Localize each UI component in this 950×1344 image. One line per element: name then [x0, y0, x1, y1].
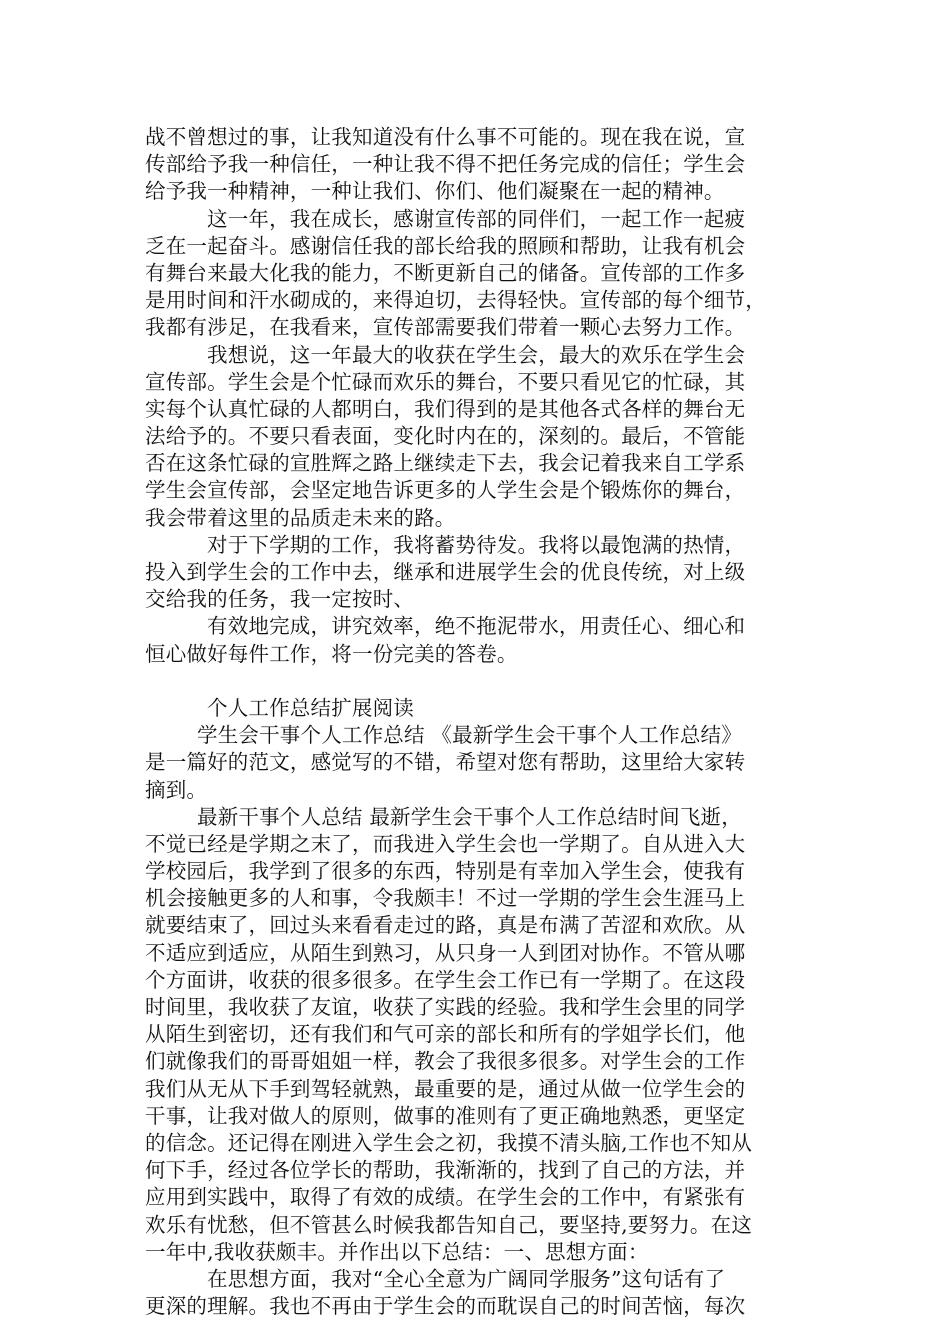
- text-line: 机会接触更多的人和事，令我颇丰！不过一学期的学生会生涯马上: [145, 886, 746, 911]
- text-line: 更深的理解。我也不再由于学生会的而耽误自己的时间苦恼，每次: [145, 1294, 746, 1319]
- paragraph-first-line: 学生会干事个人工作总结 《最新学生会干事个人工作总结》: [197, 723, 742, 748]
- text-line: 不适应到适应，从陌生到熟习，从只身一人到团对协作。不管从哪: [145, 940, 746, 965]
- text-line: 我们从无从下手到驾轻就熟，最重要的是，通过从做一位学生会的: [145, 1076, 746, 1101]
- text-line: 时间里，我收获了友谊，收获了实践的经验。我和学生会里的同学: [145, 995, 746, 1019]
- text-line: 欢乐有忧愁，但不管甚么时候我都告知自己，要坚持,要努力。在这: [145, 1212, 753, 1237]
- paragraph-first-line: 我想说，这一年最大的收获在学生会，最大的欢乐在学生会: [207, 342, 746, 367]
- section-heading: 个人工作总结扩展阅读: [207, 695, 414, 720]
- paragraph-first-line: 有效地完成，讲究效率，绝不拖泥带水，用责任心、细心和: [207, 614, 746, 639]
- body-text: [145, 124, 817, 1320]
- text-line: 学生会宣传部，会坚定地告诉更多的人学生会是个锻炼你的舞台，: [145, 478, 746, 503]
- text-line: 有舞台来最大化我的能力，不断更新自己的储备。宣传部的工作多: [145, 260, 746, 285]
- text-line: 给予我一种精神，一种让我们、你们、他们凝聚在一起的精神。: [145, 179, 725, 204]
- text-line: 我会带着这里的品质走未来的路。: [145, 505, 456, 530]
- text-line: 实每个认真忙碌的人都明白，我们得到的是其他各式各样的舞台无: [145, 396, 746, 421]
- text-line: 从陌生到密切，还有我们和气可亲的部长和所有的学姐学长们，他: [145, 1022, 746, 1047]
- text-line: 乏在一起奋斗。感谢信任我的部长给我的照顾和帮助，让我有机会: [145, 233, 746, 258]
- text-line: 一年中,我收获颇丰。并作出以下总结：一、思想方面：: [145, 1239, 649, 1264]
- text-line: 干事，让我对做人的原则，做事的准则有了更正确地熟悉，更坚定: [145, 1103, 746, 1128]
- text-line: 投入到学生会的工作中去，继承和进展学生会的优良传统，对上级: [145, 560, 746, 584]
- text-line: 我都有涉足，在我看来，宣传部需要我们带着一颗心去努力工作。: [145, 315, 746, 340]
- text-line: 个方面讲，收获的很多很多。在学生会工作已有一学期了。在这段: [145, 967, 746, 992]
- text-line: 宣传部。学生会是个忙碌而欢乐的舞台，不要只看见它的忙碌，其: [145, 369, 746, 394]
- text-line: 就要结束了，回过头来看看走过的路，真是布满了苦涩和欢欣。从: [145, 913, 746, 938]
- text-line: 应用到实践中，取得了有效的成绩。在学生会的工作中，有紧张有: [145, 1185, 746, 1210]
- blank-line: [145, 668, 817, 695]
- text-line: 法给予的。不要只看表面，变化时内在的，深刻的。最后，不管能: [145, 424, 746, 449]
- text-line: 战不曾想过的事，让我知道没有什么事不可能的。现在我在说，宣: [145, 125, 746, 149]
- paragraph-first-line: 最新干事个人总结 最新学生会干事个人工作总结时间飞逝，: [197, 804, 742, 829]
- text-line: 传部给予我一种信任，一种让我不得不把任务完成的信任；学生会: [145, 152, 746, 177]
- paragraph-first-line: 在思想方面，我对“全心全意为广阔同学服务”这句话有了: [207, 1266, 726, 1291]
- text-line: 恒心做好每件工作，将一份完美的答卷。: [145, 641, 518, 666]
- text-line: 是用时间和汗水砌成的，来得迫切，去得轻快。宣传部的每个细节，: [145, 288, 766, 313]
- text-line: 何下手，经过各位学长的帮助，我渐渐的，找到了自己的方法，并: [145, 1158, 746, 1183]
- text-line: 们就像我们的哥哥姐姐一样，教会了我很多很多。对学生会的工作: [145, 1049, 746, 1074]
- paragraph-first-line: 对于下学期的工作，我将蓄势待发。我将以最饱满的热情，: [207, 532, 746, 557]
- text-line: 否在这条忙碌的宣胜辉之路上继续走下去，我会记着我来自工学系: [145, 451, 746, 476]
- text-line: 是一篇好的范文，感觉写的不错，希望对您有帮助，这里给大家转: [145, 750, 746, 775]
- text-line: 不觉已经是学期之末了，而我进入学生会也一学期了。自从进入大: [145, 831, 746, 856]
- text-line: 的信念。还记得在刚进入学生会之初，我摸不清头脑,工作也不知从: [145, 1130, 753, 1155]
- text-line: 交给我的任务，我一定按时、: [145, 587, 415, 612]
- text-line: 摘到。: [145, 777, 208, 802]
- paragraph-first-line: 这一年，我在成长，感谢宣传部的同伴们，一起工作一起疲: [207, 206, 746, 231]
- text-line: 学校园后，我学到了很多的东西，特别是有幸加入学生会，使我有: [145, 859, 746, 884]
